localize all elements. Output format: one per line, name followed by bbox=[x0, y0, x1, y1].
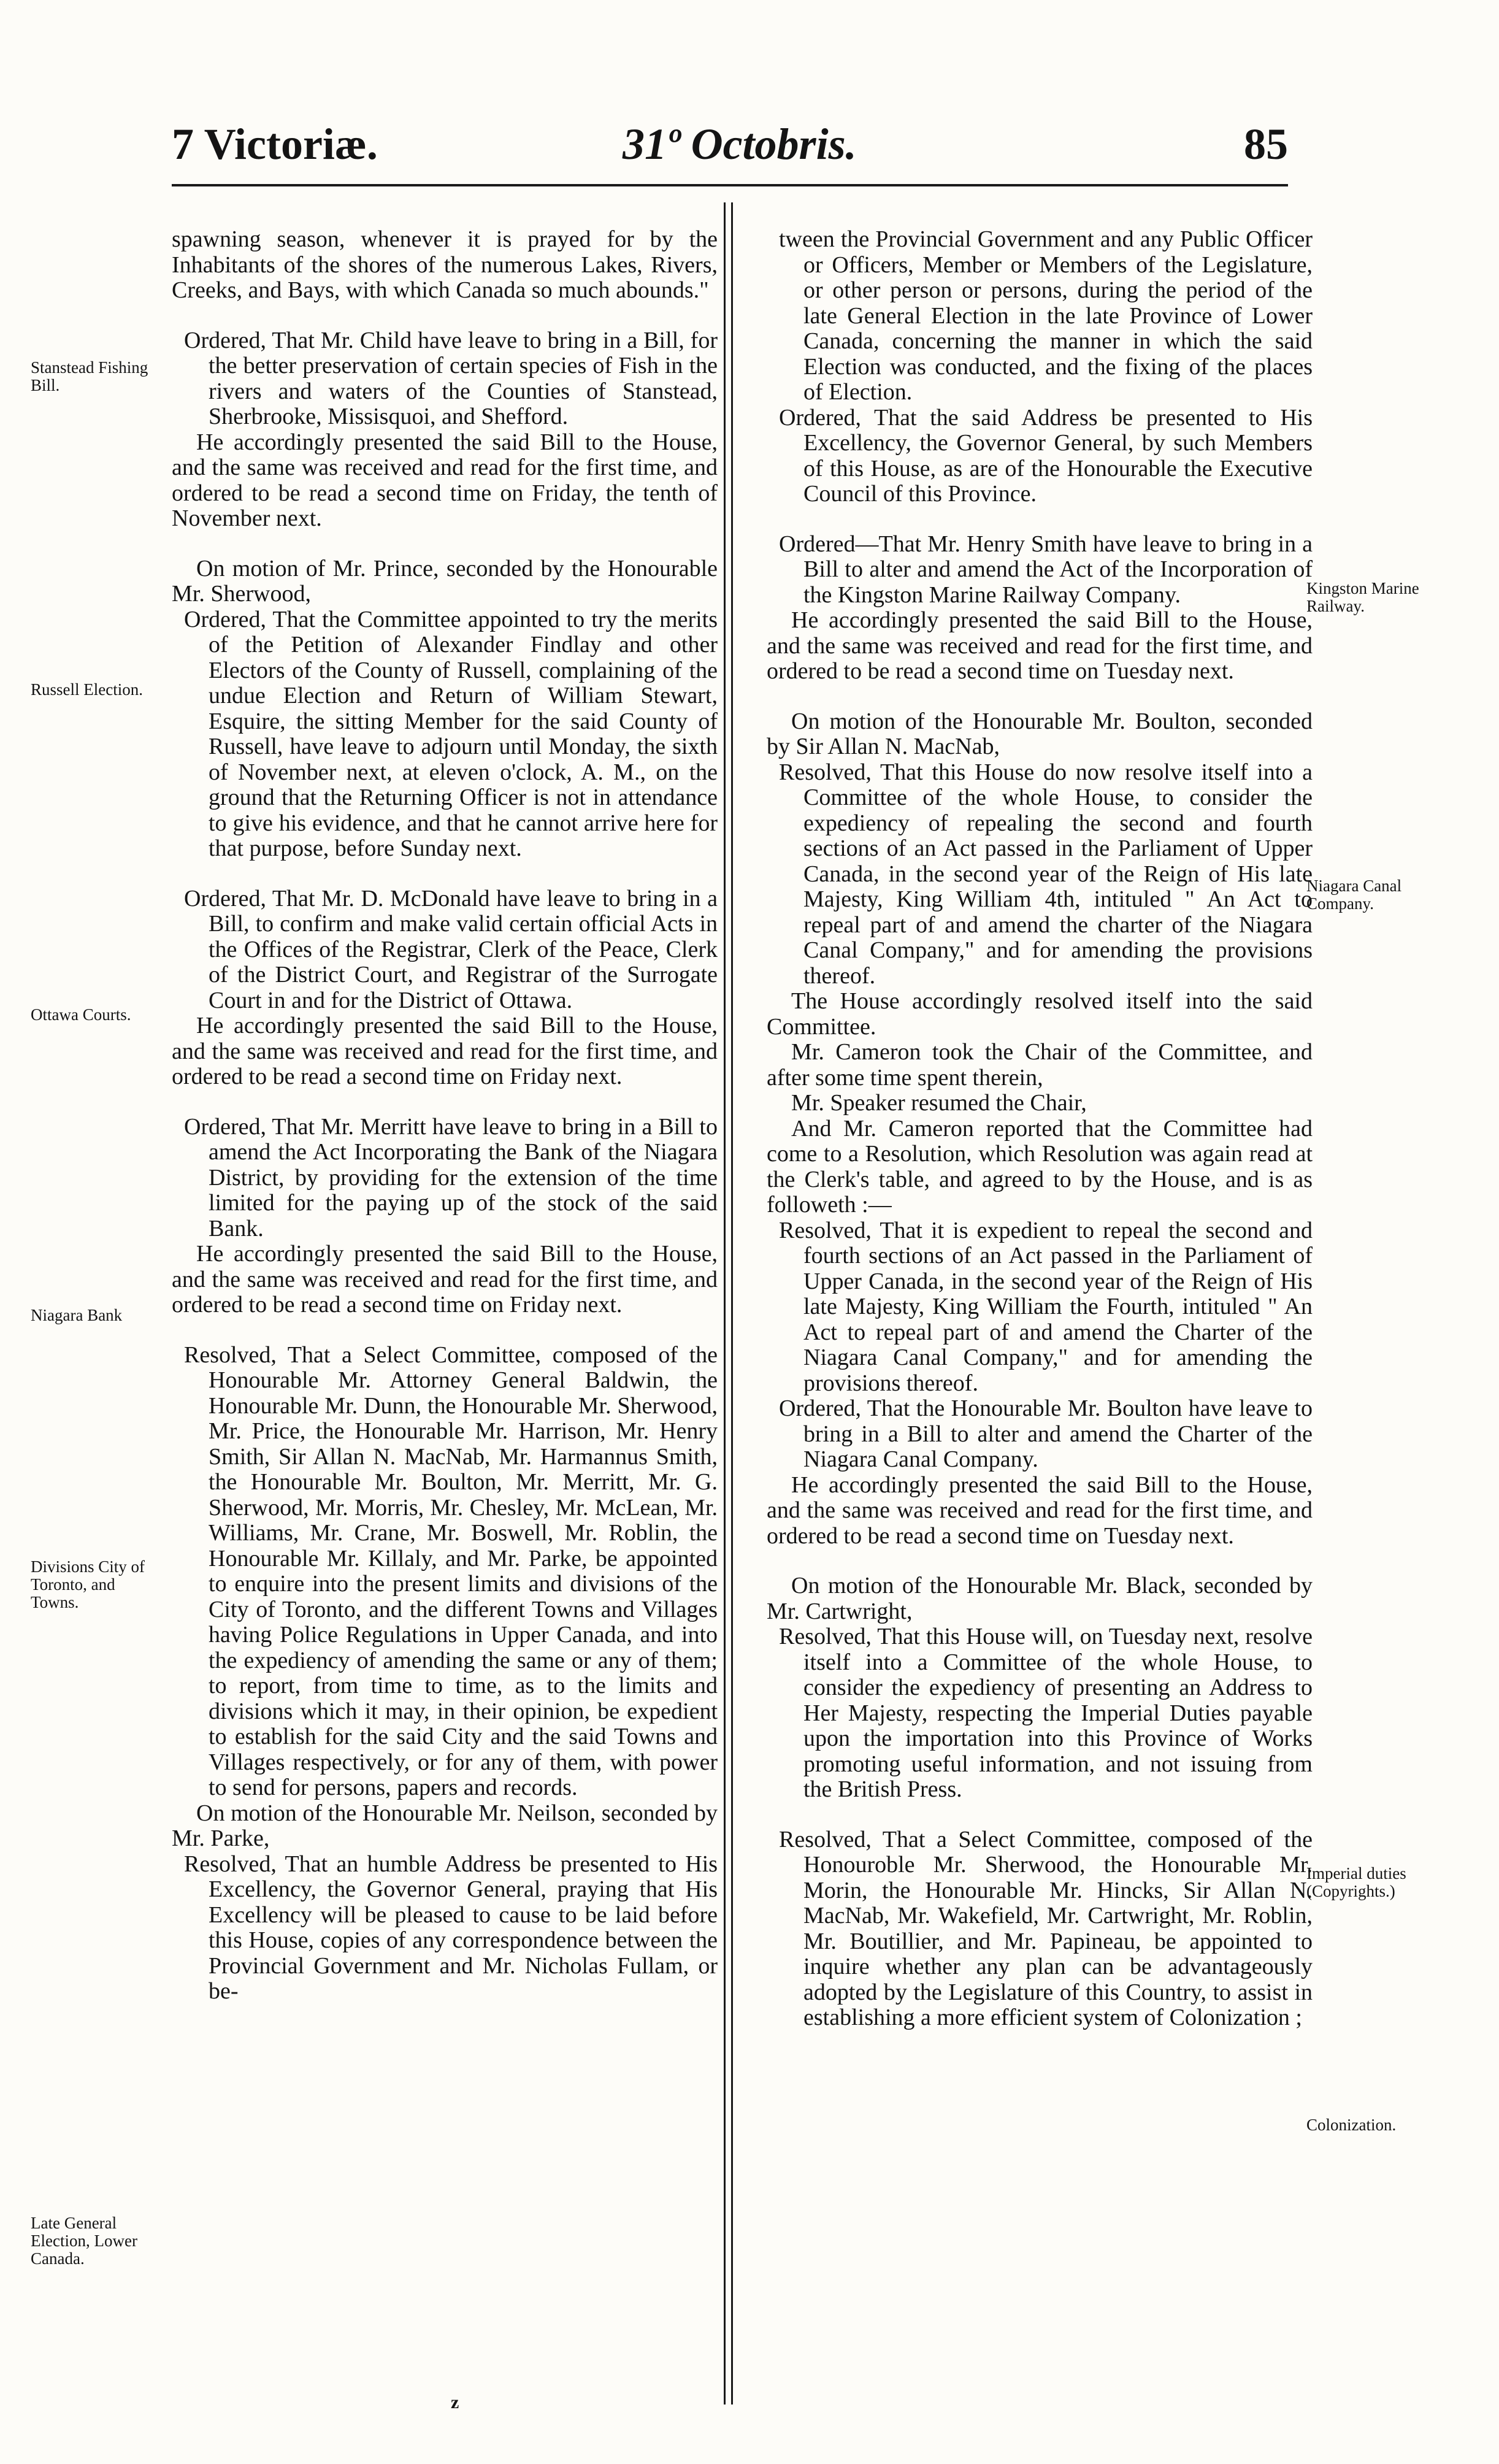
column-rule-right bbox=[731, 202, 733, 2405]
paragraph: He accordingly presented the said Bill to the House, and the same was received and read for the first time, and ordered to be read a second time on Tuesday next. bbox=[767, 607, 1313, 684]
page-header bbox=[172, 117, 1288, 184]
margin-note-colonization: Colonization. bbox=[1306, 2116, 1397, 2134]
margin-note-niagara-bank: Niagara Bank bbox=[31, 1306, 123, 1324]
signature-mark: z bbox=[451, 2392, 459, 2412]
paragraph: Ordered—That Mr. Henry Smith have leave to bring in a Bill to alter and amend the Act of the Incorporation of the Kingston Marine Railway Company. bbox=[779, 531, 1313, 608]
paragraph: Resolved, That an humble Address be presented to His Excellency, the Governor General, praying that His Excellency will be pleased to cause to be laid before this House, copies of any correspondence between the Provincial Government and Mr. Nicholas Fullam, or be- bbox=[184, 1851, 718, 2004]
date-heading: 31º Octobris. bbox=[623, 120, 857, 169]
margin-note-niagara-canal: Niagara Canal Company. bbox=[1306, 877, 1402, 913]
paragraph: Ordered, That the said Address be presented to His Excellency, the Governor General, by such Members of this House, as are of the Honourable the Executive Council of this Province. bbox=[779, 404, 1313, 507]
paragraph: On motion of the Honourable Mr. Neilson, seconded by Mr. Parke, bbox=[172, 1800, 718, 1851]
paragraph: Resolved, That this House do now resolve itself into a Committee of the whole House, to consider the expediency of repealing the second and fourth sections of an Act passed in the Parliament of Upper Canada, in the second year of the Reign of His late Majesty, King William 4th, intituled " An Act to repeal part of and amend the charter of the Niagara Canal Company," and for amending the provisions thereof. bbox=[779, 759, 1313, 989]
paragraph: Mr. Speaker resumed the Chair, bbox=[791, 1090, 1087, 1116]
left-column bbox=[172, 227, 718, 2005]
paragraph: Ordered, That the Committee appointed to try the merits of the Petition of Alexander Findlay and other Electors of the County of Russell, complaining of the undue Election and Return of William Stewart, Esquire, the sitting Member for the said County of Russell, have leave to adjourn until Monday, the sixth of November next, at eleven o'clock, A. M., on the ground that the Returning Officer is not in attendance to give his evidence, and that he cannot arrive here for that purpose, before Sunday next. bbox=[184, 606, 718, 861]
margin-note-kingston: Kingston Marine Railway. bbox=[1306, 579, 1419, 615]
page-number: 85 bbox=[1244, 120, 1288, 169]
paragraph: On motion of the Honourable Mr. Black, seconded by Mr. Cartwright, bbox=[767, 1573, 1313, 1624]
paragraph: Mr. Cameron took the Chair of the Committee, and after some time spent therein, bbox=[767, 1039, 1313, 1091]
column-rule-left bbox=[724, 202, 726, 2405]
paragraph: Ordered, That Mr. D. McDonald have leave to bring in a Bill, to confirm and make valid certain official Acts in the Offices of the Registrar, Clerk of the Peace, Clerk of the District Court, and Registrar of the Surrogate Court in and for the District of Ottawa. bbox=[184, 885, 718, 1013]
margin-note-imperial: Imperial duties (Copyrights.) bbox=[1306, 1864, 1406, 1900]
paragraph: Ordered, That Mr. Child have leave to bring in a Bill, for the better preservation of certain species of Fish in the rivers and waters of the Counties of Stanstead, Sherbrooke, Missisquoi, and Shefford. bbox=[184, 327, 718, 429]
paragraph: Ordered, That Mr. Merritt have leave to bring in a Bill to amend the Act Incorporating the Bank of the Niagara District, by providing for the extension of the time limited for the paying up of the stock of the said Bank. bbox=[184, 1113, 718, 1242]
paragraph: The House accordingly resolved itself into the said Committee. bbox=[767, 988, 1313, 1040]
paragraph: Resolved, That it is expedient to repeal the second and fourth sections of an Act passed in the Parliament of Upper Canada, in the second year of the Reign of His late Majesty, King William the Fourth, intituled " An Act to repeal part of and amend the Charter of the Niagara Canal Company," and for amending the provisions thereof. bbox=[779, 1217, 1313, 1396]
paragraph: He accordingly presented the said Bill to the House, and the same was received and read for the first time, and ordered to be read a second time on Friday next. bbox=[172, 1241, 718, 1318]
margin-note-lower-canada: Late General Election, Lower Canada. bbox=[31, 2214, 137, 2268]
paragraph: He accordingly presented the said Bill to the House, and the same was received and read for the first time, and ordered to be read a second time on Friday next. bbox=[172, 1013, 718, 1089]
paragraph: Resolved, That a Select Committee, composed of the Honouroble Mr. Sherwood, the Honourable Mr. Morin, the Honourable Mr. Hincks, Sir Allan N. MacNab, Mr. Wakefield, Mr. Cartwright, Mr. Roblin, Mr. Boutillier, and Mr. Papineau, be appointed to inquire whether any plan can be advantageously adopted by the Legislature of this Country, to assist in establishing a more efficient system of Colonization ; bbox=[779, 1826, 1313, 2030]
paragraph: Resolved, That this House will, on Tuesday next, resolve itself into a Committee of the whole House, to consider the expediency of presenting an Address to Her Majesty, respecting the Imperial Duties payable upon the importation into this Province of Works promoting useful information, and not issuing from the British Press. bbox=[779, 1624, 1313, 1802]
paragraph: Ordered, That the Honourable Mr. Boulton have leave to bring in a Bill to alter and amend the Charter of the Niagara Canal Company. bbox=[779, 1395, 1313, 1472]
paragraph: He accordingly presented the said Bill to the House, and the same was received and read for the first time, and ordered to be read a second time on Tuesday next. bbox=[767, 1472, 1313, 1549]
paragraph: Resolved, That a Select Committee, composed of the Honourable Mr. Attorney General Baldwin, the Honourable Mr. Dunn, the Honourable Mr. Sherwood, Mr. Price, the Honourable Mr. Harrison, Mr. Henry Smith, Sir Allan N. MacNab, Mr. Harmannus Smith, the Honourable Mr. Boulton, Mr. Merritt, Mr. G. Sherwood, Mr. Morris, Mr. Chesley, Mr. McLean, Mr. Williams, Mr. Crane, Mr. Boswell, Mr. Roblin, the Honourable Mr. Killaly, and Mr. Parke, be appointed to enquire into the present limits and divisions of the City of Toronto, and the different Towns and Villages having Police Regulations in Upper Canada, and into the expediency of amending the same or any of them; to report, from time to time, as to the limits and divisions which it may, in their opinion, be expedient to establish for the said City and the said Towns and Villages respectively, or for any of them, with power to send for persons, papers and records. bbox=[184, 1341, 718, 1800]
paragraph: He accordingly presented the said Bill to the House, and the same was received and read for the first time, and ordered to be read a second time on Friday, the tenth of November next. bbox=[172, 429, 718, 531]
margin-note-ottawa: Ottawa Courts. bbox=[31, 1005, 131, 1024]
right-column bbox=[767, 227, 1313, 2031]
paragraph: tween the Provincial Government and any Public Officer or Officers, Member or Members of the Legislature, or other person or persons, during the period of the late General Election in the late Province of Lower Canada, concerning the manner in which the said Election was conducted, and the fixing of the places of Election. bbox=[779, 226, 1313, 405]
paragraph: On motion of Mr. Prince, seconded by the Honourable Mr. Sherwood, bbox=[172, 555, 718, 607]
regnal-year: 7 Victoriæ. bbox=[172, 120, 378, 169]
margin-note-stanstead: Stanstead Fishing Bill. bbox=[31, 358, 148, 394]
paragraph: And Mr. Cameron reported that the Committee had come to a Resolution, which Resolution was again read at the Clerk's table, and agreed to by the House, and is as followeth :— bbox=[767, 1115, 1313, 1218]
header-rule bbox=[172, 184, 1288, 186]
margin-note-russell: Russell Election. bbox=[31, 680, 143, 699]
paragraph: On motion of the Honourable Mr. Boulton, seconded by Sir Allan N. MacNab, bbox=[767, 708, 1313, 759]
margin-note-divisions: Divisions City of Toronto, and Towns. bbox=[31, 1557, 145, 1611]
paragraph: spawning season, whenever it is prayed for by the Inhabitants of the shores of the numerous Lakes, Rivers, Creeks, and Bays, with which Canada so much abounds." bbox=[172, 226, 718, 303]
